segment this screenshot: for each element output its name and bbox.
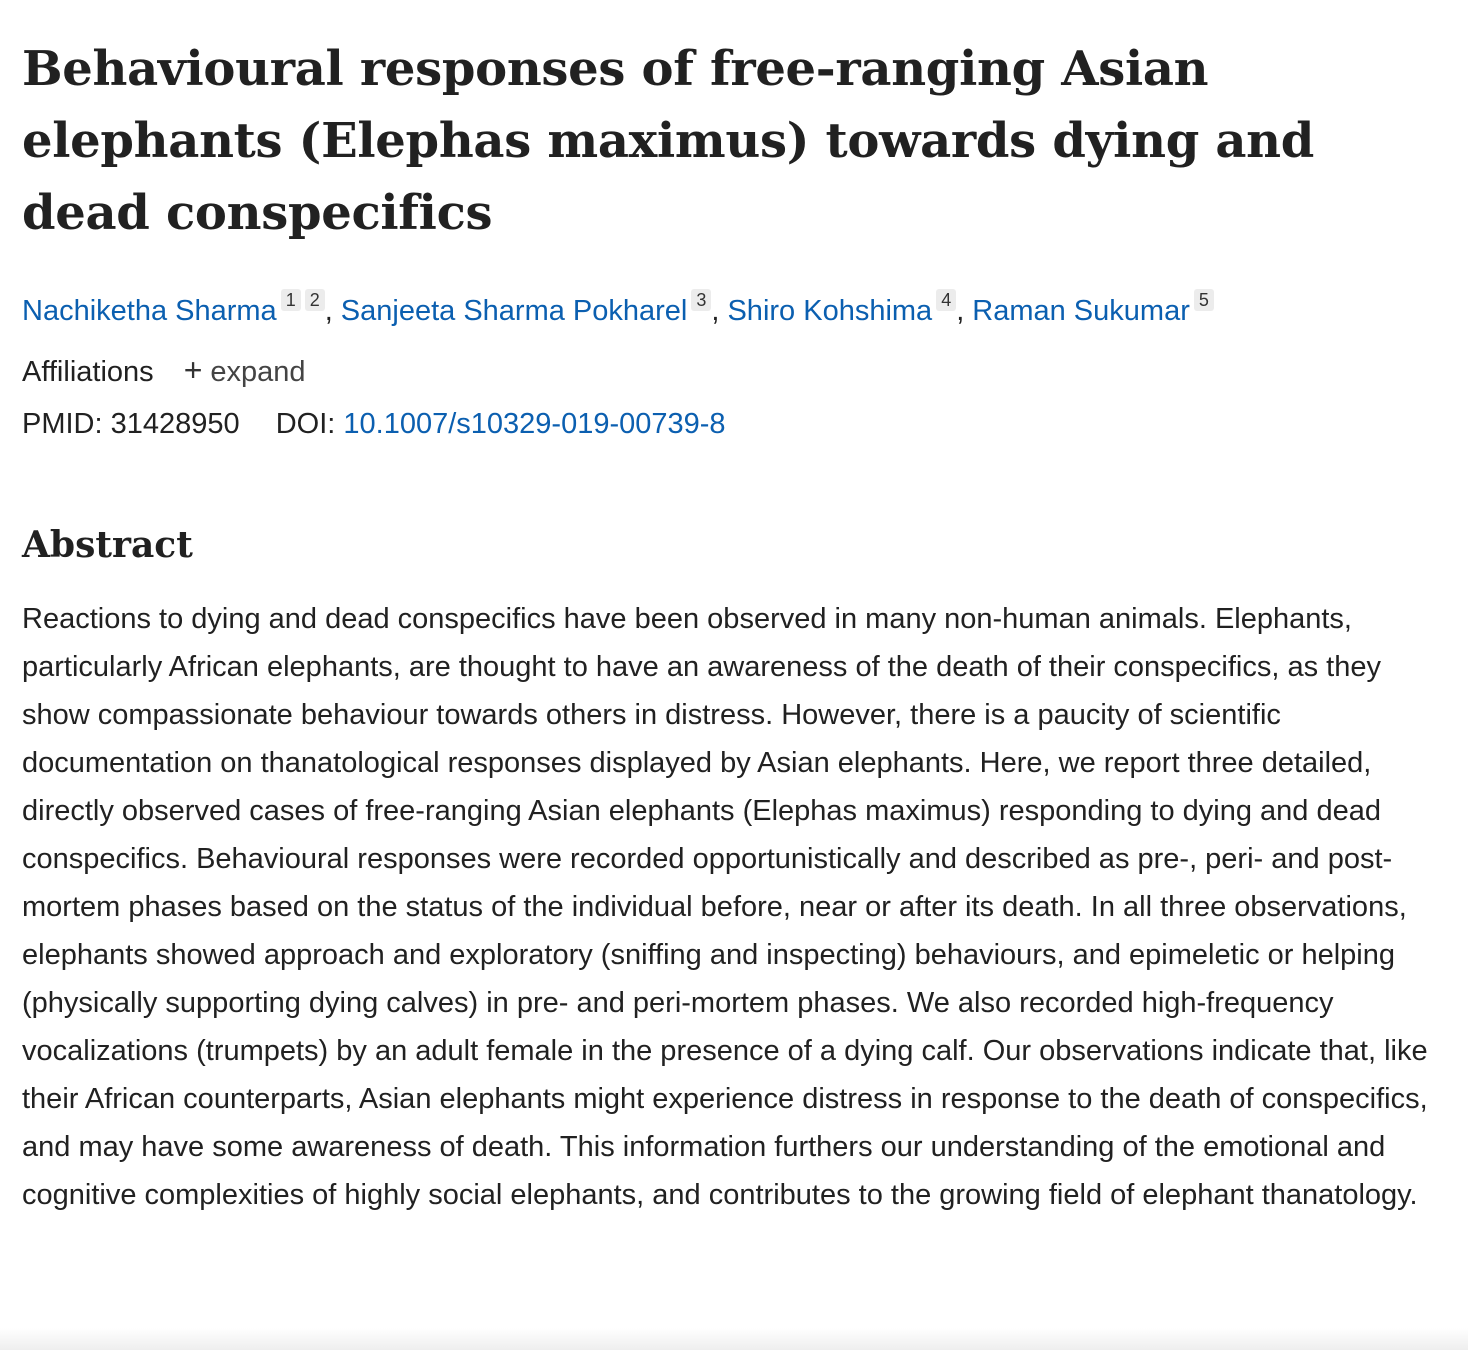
author-separator: , (956, 295, 965, 327)
affiliation-ref[interactable]: 2 (305, 289, 325, 311)
pmid-label: PMID: (22, 408, 103, 440)
abstract-heading: Abstract (22, 524, 193, 566)
affiliation-ref[interactable]: 3 (691, 289, 711, 311)
abstract-text: Reactions to dying and dead conspecifics have been observed in many non-human animals. Elephants, particularly African elephants, are thought to have an awareness of the death of their conspecifics, as they show compassionate behaviour towards others in distress. However, there is a paucity of scientific documentation on thanatological responses displayed by Asian elephants. Here, we report three detailed, directly observed cases of free-ranging Asian elephants (Elephas maximus) responding to dying and dead conspecifics. Behavioural responses were recorded opportunistically and described as pre-, peri- and post-mortem phases based on the status of the individual before, near or after its death. In all three observations, elephants showed approach and exploratory (sniffing and inspecting) behaviours, and epimeletic or helping (physically supporting dying calves) in pre- and peri-mortem phases. We also recorded high-frequency vocalizations (trumpets) by an adult female in the presence of a dying calf. Our observations indicate that, like their African counterparts, Asian elephants might experience distress in response to the death of conspecifics, and may have some awareness of death. This information furthers our understanding of the emotional and cognitive complexities of highly social elephants, and contributes to the growing field of elephant thanatology. (22, 603, 1428, 1211)
expand-label: expand (210, 356, 306, 388)
author-link-nachiketha-sharma[interactable]: Nachiketha Sharma (22, 295, 277, 327)
identifiers-row (22, 403, 1452, 445)
affiliations-row (22, 349, 1452, 393)
author-separator: , (711, 295, 720, 327)
article-title: Behavioural responses of free-ranging Asian elephants (Elephas maximus) towards dying and dead conspecifics (22, 41, 1315, 241)
doi-label: DOI: (275, 408, 336, 440)
affiliations-label: Affiliations (22, 356, 154, 388)
affiliation-ref[interactable]: 1 (281, 289, 301, 311)
expand-affiliations-button[interactable] (184, 349, 306, 393)
affiliation-ref[interactable]: 5 (1194, 289, 1214, 311)
author-link-raman-sukumar[interactable]: Raman Sukumar (972, 295, 1190, 327)
author-list (22, 289, 1452, 331)
doi-link[interactable]: 10.1007/s10329-019-00739-8 (343, 408, 726, 440)
affiliation-ref[interactable]: 4 (936, 289, 956, 311)
bottom-fade (0, 1328, 1468, 1350)
author-link-shiro-kohshima[interactable]: Shiro Kohshima (727, 295, 933, 327)
article-header (22, 0, 1452, 1219)
author-link-sanjeeta-sharma-pokharel[interactable]: Sanjeeta Sharma Pokharel (340, 295, 688, 327)
plus-icon: + (183, 352, 203, 388)
pmid-value: 31428950 (110, 408, 240, 440)
author-separator: , (324, 295, 333, 327)
